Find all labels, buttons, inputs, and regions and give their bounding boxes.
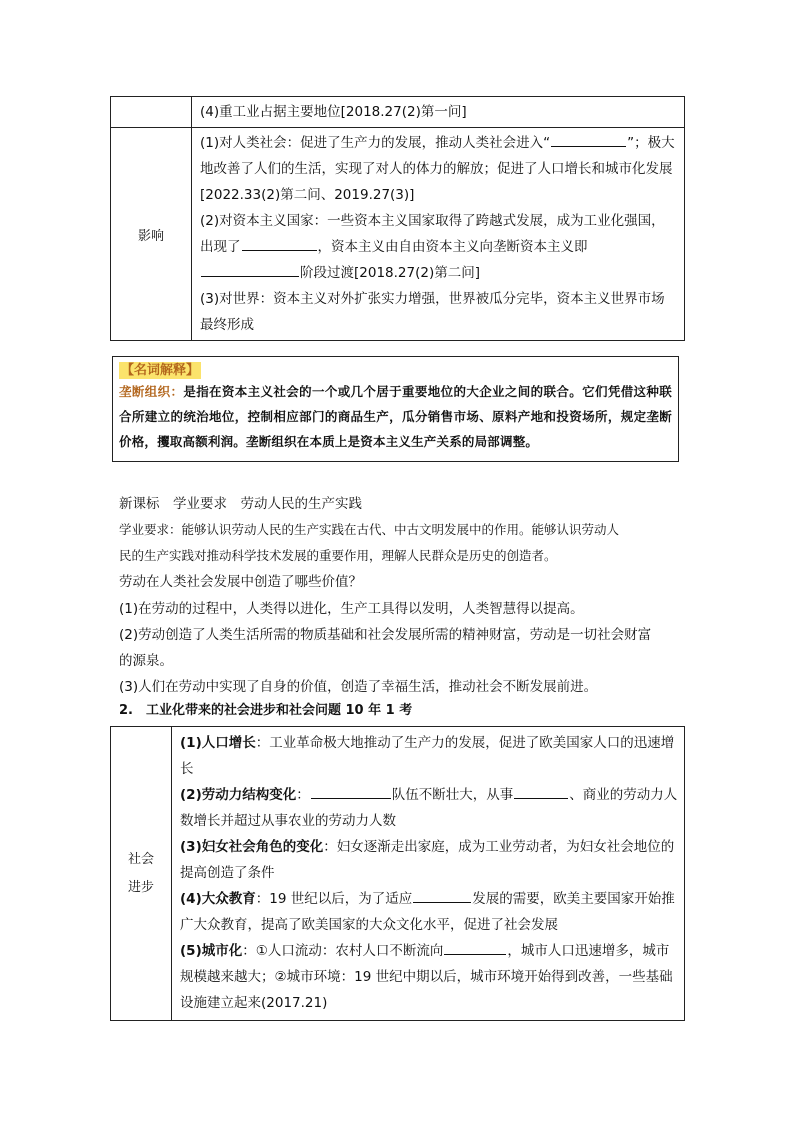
impact-item-2: (2)对资本主义国家：一些资本主义国家取得了跨越式发展，成为工业化强国，出现了 ，资本主义由自由资本主义向垄断资本主义即阶段过渡[2018.27(2)第二问]	[200, 213, 665, 281]
requirement-line: 民的生产实践对推动科学技术发展的重要作用，理解人民群众是历史的创造者。	[119, 548, 557, 563]
question: 劳动在人类社会发展中创造了哪些价值？	[119, 574, 362, 590]
section-title: 2. 工业化带来的社会进步和社会问题 10 年 1 考	[119, 703, 413, 718]
answer-line: (3)人们在劳动中实现了自身的价值，创造了幸福生活，推动社会不断发展前进。	[119, 679, 598, 695]
fill-blank[interactable]	[444, 940, 506, 955]
progress-item-2: (2)劳动力结构变化： 队伍不断壮大，从事 、商业的劳动力人数增长并超过从事农业的劳动力人数	[180, 782, 678, 834]
definition-body: 垄断组织：是指在资本主义社会的一个或几个居于重要地位的大企业之间的联合。它们凭借这种联合所建立的统治地位，控制相应部门的商品生产，瓜分销售市场、原料产地和投资场所，规定垄断价格，攫取高额利润。垄断组织在本质上是资本主义生产关系的局部调整。	[119, 384, 672, 449]
table-row	[111, 727, 685, 1021]
definition-box	[112, 356, 679, 462]
social-progress-table	[110, 726, 685, 1021]
row-label-progress: 社会 进步	[111, 727, 172, 1021]
fill-blank[interactable]	[551, 132, 626, 147]
definition-tag: 【名词解释】	[121, 363, 200, 378]
requirement-line: 学业要求：能够认识劳动人民的生产实践在古代、中古文明发展中的作用。能够认识劳动人	[119, 522, 620, 537]
fill-blank[interactable]	[311, 784, 391, 799]
progress-item-4: (4)大众教育：19 世纪以后，为了适应 发展的需要，欧美主要国家开始推广大众教育，提高了欧美国家的大众文化水平，促进了社会发展	[180, 886, 678, 938]
row-text: (4)重工业占据主要地位[2018.27(2)第一问]	[192, 97, 685, 128]
progress-item-3: (3)妇女社会角色的变化：妇女逐渐走出家庭，成为工业劳动者，为妇女社会地位的提高创造了条件	[180, 839, 675, 881]
fill-blank[interactable]	[514, 784, 568, 799]
row-label	[111, 97, 192, 128]
standards-heading: 新课标 学业要求 劳动人民的生产实践	[119, 496, 362, 512]
progress-item-1: (1)人口增长：工业革命极大地推动了生产力的发展，促进了欧美国家人口的迅速增长	[180, 735, 675, 777]
fill-blank[interactable]	[413, 888, 471, 903]
table-row	[111, 128, 685, 341]
impact-content	[192, 128, 685, 341]
progress-content	[172, 727, 685, 1021]
answer-line: (2)劳动创造了人类生活所需的物质基础和社会发展所需的精神财富，劳动是一切社会财富	[119, 627, 652, 643]
answer-line: (1)在劳动的过程中，人类得以进化，生产工具得以发明，人类智慧得以提高。	[119, 601, 584, 617]
fill-blank[interactable]	[242, 236, 317, 251]
answer-line: 的源泉。	[119, 653, 173, 669]
fill-blank[interactable]	[201, 262, 299, 277]
impact-item-1: (1)对人类社会：促进了生产力的发展，推动人类社会进入“ ”；极大地改善了人们的生活，实现了对人的体力的解放；促进了人口增长和城市化发展[2022.33(2)第二问、2019.27(3)]	[200, 130, 678, 208]
impact-table	[110, 96, 685, 341]
row-label-impact: 影响	[111, 128, 192, 341]
definition-term: 垄断组织：	[119, 384, 184, 399]
progress-item-5: (5)城市化：①人口流动：农村人口不断流向 ，城市人口迅速增多，城市规模越来越大；②城市环境：19 世纪中期以后，城市环境开始得到改善，一些基础设施建立起来(2017.21)	[180, 938, 678, 1016]
impact-item-3: (3)对世界：资本主义对外扩张实力增强，世界被瓜分完毕，资本主义世界市场最终形成	[200, 291, 665, 333]
table-row	[111, 97, 685, 128]
